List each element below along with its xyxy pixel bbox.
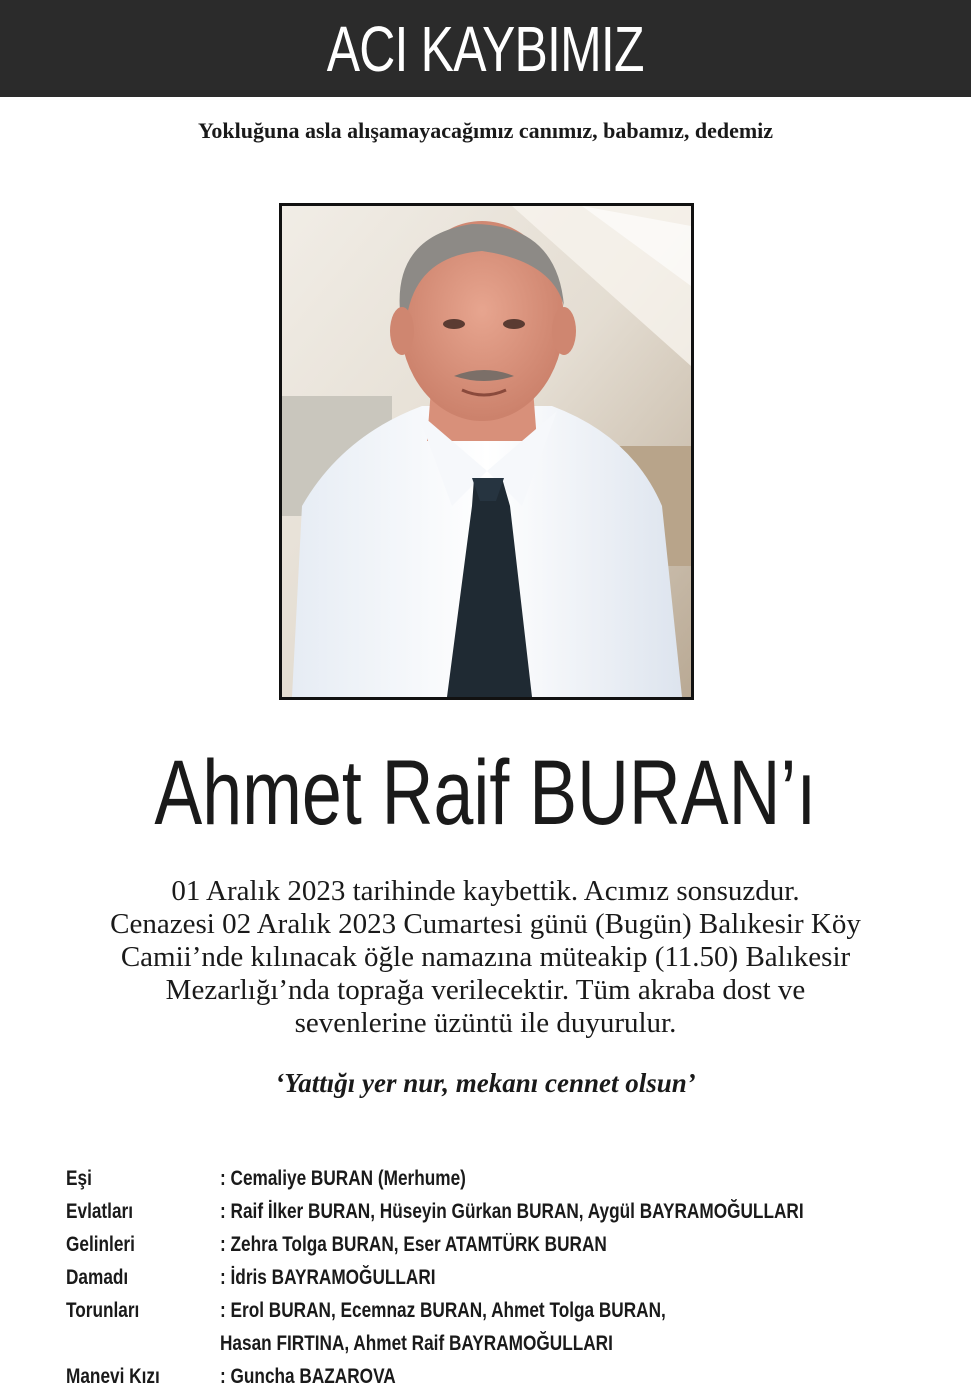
family-label: Gelinleri (66, 1232, 135, 1256)
family-value: : Cemaliye BURAN (Merhume) (220, 1166, 466, 1190)
announcement-line: sevenlerine üzüntü ile duyurulur. (294, 1007, 677, 1039)
family-row-daughters-in-law (66, 1228, 956, 1261)
deceased-name-text: Ahmet Raif BURAN’ı (154, 742, 817, 844)
family-row-grandchildren (66, 1294, 956, 1327)
family-value: : Guncha BAZAROVA (220, 1364, 396, 1388)
family-row-grandchildren-cont (66, 1327, 956, 1360)
announcement-line: 01 Aralık 2023 tarihinde kaybettik. Acımız sonsuzdur. (171, 875, 800, 907)
portrait-icon (282, 206, 691, 697)
family-value: : İdris BAYRAMOĞULLARI (220, 1265, 436, 1289)
family-value: Hasan FIRTINA, Ahmet Raif BAYRAMOĞULLARI (220, 1331, 613, 1355)
family-row-adopted-daughter (66, 1360, 956, 1393)
family-row-spouse (66, 1162, 956, 1195)
family-label: Evlatları (66, 1199, 134, 1223)
header-title: ACI KAYBIMIZ (326, 12, 645, 85)
intro-text: Yokluğuna asla alışamayacağımız canımız, babamız, dedemiz (197, 118, 774, 143)
announcement-text (20, 875, 951, 1040)
family-label: Torunları (66, 1298, 140, 1322)
announcement-line: Mezarlığı’nda toprağa verilecektir. Tüm akraba dost ve (165, 974, 806, 1006)
family-label: Manevi Kızı (66, 1364, 160, 1388)
family-value: : Raif İlker BURAN, Hüseyin Gürkan BURAN, Aygül BAYRAMOĞULLARI (220, 1199, 804, 1223)
family-row-children (66, 1195, 956, 1228)
family-row-son-in-law (66, 1261, 956, 1294)
family-value: : Zehra Tolga BURAN, Eser ATAMTÜRK BURAN (220, 1232, 607, 1256)
family-label: Eşi (66, 1166, 92, 1190)
portrait-photo (279, 203, 694, 700)
family-value: : Erol BURAN, Ecemnaz BURAN, Ahmet Tolga BURAN, (220, 1298, 666, 1322)
announcement-line: Cenazesi 02 Aralık 2023 Cumartesi günü (Bugün) Balıkesir Köy (110, 908, 861, 940)
announcement-line: Camii’nde kılınacak öğle namazına müteakip (11.50) Balıkesir (120, 941, 851, 973)
deceased-name (0, 738, 971, 848)
prayer-text: ‘Yattığı yer nur, mekanı cennet olsun’ (275, 1068, 696, 1098)
family-list (66, 1162, 956, 1393)
header-bar (0, 0, 971, 97)
family-label: Damadı (66, 1265, 129, 1289)
